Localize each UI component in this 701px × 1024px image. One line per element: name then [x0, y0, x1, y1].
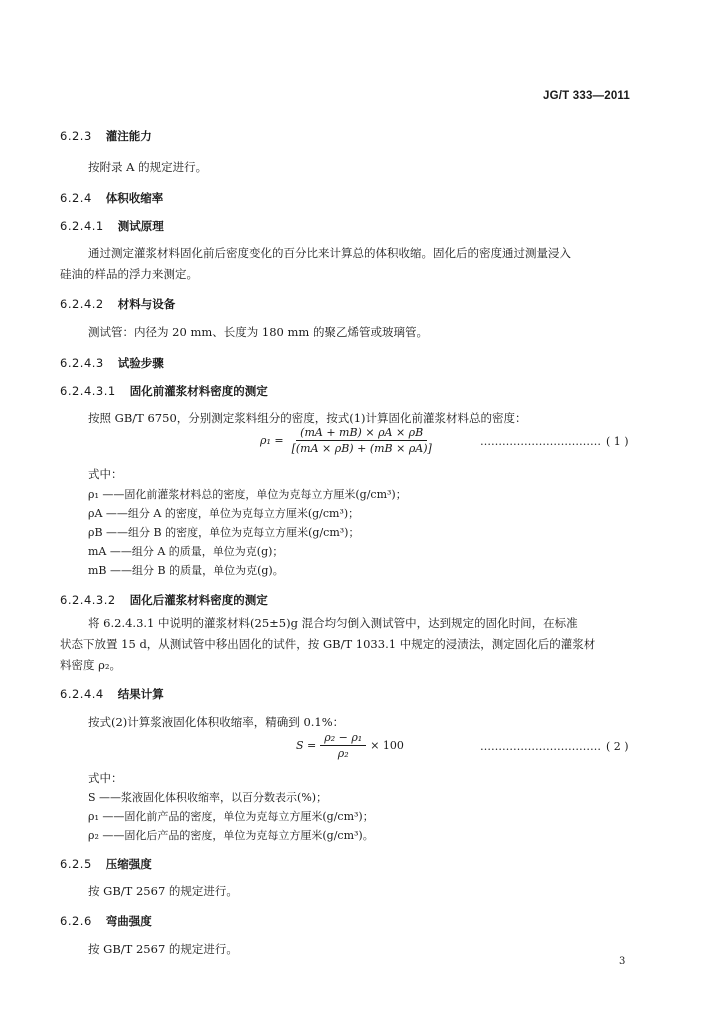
section-number: 6.2.4.3.1	[60, 384, 116, 398]
definition-item: ρ₂ ——固化后产品的密度，单位为克每立方厘米(g/cm³)。	[88, 829, 374, 842]
section-title: 测试原理	[117, 219, 164, 233]
section-title: 材料与设备	[117, 297, 176, 311]
definition-item: ρ₁ ——固化前产品的密度，单位为克每立方厘米(g/cm³)；	[88, 810, 374, 823]
page-number: 3	[619, 956, 626, 967]
equation-1	[260, 426, 436, 455]
section-6-2-4-1-heading	[60, 218, 164, 234]
section-6-2-4-3-2-body-line1: 将 6.2.4.3.1 中说明的灌浆材料(25±5)g 混合均匀倒入测试管中，达到规定的固化时间，在标准	[88, 616, 578, 630]
section-6-2-4-heading	[60, 190, 163, 206]
definition-item: mB ——组分 B 的质量，单位为克(g)。	[88, 564, 284, 577]
where-label-1: 式中：	[88, 467, 123, 481]
section-title: 结果计算	[117, 687, 164, 701]
section-number: 6.2.4.4	[60, 687, 104, 701]
section-6-2-4-1-body-line1: 通过测定灌浆材料固化前后密度变化的百分比来计算总的体积收缩。固化后的密度通过测量浸入	[88, 246, 571, 260]
section-title: 灌注能力	[105, 129, 152, 143]
section-6-2-6-body: 按 GB/T 2567 的规定进行。	[88, 942, 238, 956]
section-number: 6.2.5	[60, 857, 92, 871]
section-6-2-4-2-heading	[60, 296, 175, 312]
section-6-2-4-4-body: 按式(2)计算浆液固化体积收缩率，精确到 0.1%：	[88, 715, 345, 729]
where-label-2: 式中：	[88, 771, 123, 785]
equation-1-leader: ……………………………	[480, 435, 601, 448]
section-6-2-6-heading	[60, 913, 152, 929]
equation-2-numerator: ρ₂ − ρ₁	[320, 731, 366, 746]
section-number: 6.2.3	[60, 129, 92, 143]
section-number: 6.2.4.3.2	[60, 593, 116, 607]
section-6-2-4-2-body: 测试管：内径为 20 mm、长度为 180 mm 的聚乙烯管或玻璃管。	[88, 325, 428, 339]
section-6-2-4-3-heading	[60, 355, 164, 371]
section-6-2-5-heading	[60, 856, 152, 872]
equation-2-leader: ……………………………	[480, 740, 601, 753]
equation-1-numerator: (mA + mB) × ρA × ρB	[296, 426, 427, 441]
section-6-2-4-3-1-body: 按照 GB/T 6750，分别测定浆料组分的密度，按式(1)计算固化前灌浆材料总的密度：	[88, 411, 527, 425]
section-6-2-4-3-1-heading	[60, 383, 268, 399]
section-6-2-4-4-heading	[60, 686, 164, 702]
section-title: 弯曲强度	[105, 914, 152, 928]
section-title: 压缩强度	[105, 857, 152, 871]
section-6-2-4-3-2-heading	[60, 592, 268, 608]
definition-item: ρ₁ ——固化前灌浆材料总的密度，单位为克每立方厘米(g/cm³)；	[88, 488, 407, 501]
section-6-2-3-heading	[60, 128, 152, 144]
section-number: 6.2.6	[60, 914, 92, 928]
equation-2-tag: ( 2 )	[606, 740, 629, 753]
section-title: 固化后灌浆材料密度的测定	[129, 593, 268, 607]
equation-2-fraction	[320, 731, 366, 760]
section-number: 6.2.4.3	[60, 356, 104, 370]
definition-item: ρA ——组分 A 的密度，单位为克每立方厘米(g/cm³)；	[88, 507, 360, 520]
section-6-2-5-body: 按 GB/T 2567 的规定进行。	[88, 884, 238, 898]
equation-1-lhs: ρ₁ =	[260, 434, 284, 447]
section-number: 6.2.4	[60, 191, 92, 205]
equation-1-fraction	[288, 426, 436, 455]
definition-item: mA ——组分 A 的质量，单位为克(g)；	[88, 545, 284, 558]
equation-1-denominator: [(mA × ρB) + (mB × ρA)]	[291, 442, 432, 455]
equation-2-tail: × 100	[370, 739, 404, 752]
document-code: JG/T 333—2011	[543, 90, 630, 102]
equation-2-denominator: ρ₂	[337, 747, 349, 760]
section-6-2-4-1-body-line2: 硅油的样品的浮力来测定。	[60, 267, 198, 281]
equation-1-tag: ( 1 )	[606, 435, 629, 448]
section-6-2-4-3-2-body-line2: 状态下放置 15 d，从测试管中移出固化的试件，按 GB/T 1033.1 中规定的浸渍法，测定固化后的灌浆材	[60, 637, 596, 651]
section-title: 体积收缩率	[105, 191, 164, 205]
section-6-2-4-3-2-body-line3: 料密度 ρ₂。	[60, 658, 122, 672]
equation-2-lhs: S =	[296, 739, 317, 752]
definition-item: ρB ——组分 B 的密度，单位为克每立方厘米(g/cm³)；	[88, 526, 360, 539]
section-title: 固化前灌浆材料密度的测定	[129, 384, 268, 398]
equation-2	[296, 731, 404, 760]
section-number: 6.2.4.2	[60, 297, 104, 311]
section-title: 试验步骤	[117, 356, 164, 370]
section-6-2-3-body: 按附录 A 的规定进行。	[88, 160, 208, 174]
section-number: 6.2.4.1	[60, 219, 104, 233]
definition-item: S ——浆液固化体积收缩率，以百分数表示(%)；	[88, 791, 328, 804]
